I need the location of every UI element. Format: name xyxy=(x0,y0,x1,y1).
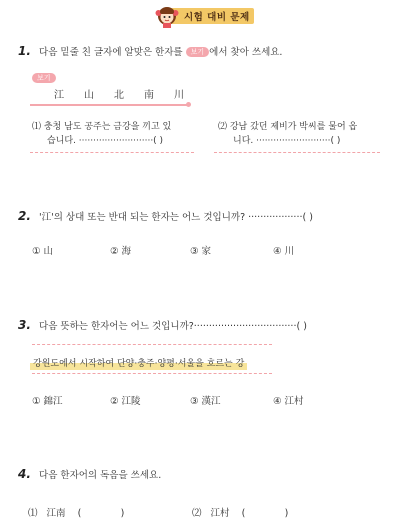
option-1[interactable]: ① 錦江 xyxy=(32,396,63,407)
example-underline xyxy=(30,104,188,106)
answer-item-2[interactable]: ⑵ 江村 ( ) xyxy=(192,508,289,519)
definition-top-line xyxy=(32,344,272,345)
question-number: 2. xyxy=(18,209,31,223)
choice-hanja: 山 xyxy=(84,90,94,101)
choice-hanja: 川 xyxy=(174,90,184,101)
question-number: 1. xyxy=(18,44,31,58)
option-1[interactable]: ① 山 xyxy=(32,246,54,257)
example-choices xyxy=(54,86,184,101)
option-2[interactable]: ② 江陵 xyxy=(110,396,141,407)
definition-bottom-line xyxy=(32,373,272,374)
sub-question-1-line2: 습니다. ··························( ) xyxy=(47,136,164,146)
definition-text: 강원도에서 시작하여 단양·충주·양평·서울을 흐르는 강 xyxy=(30,355,247,370)
sub-question-1 xyxy=(32,120,202,148)
underline-dot xyxy=(186,102,191,107)
choice-hanja: 北 xyxy=(114,90,124,101)
header-title: 시험 대비 문제 xyxy=(184,12,250,23)
option-4[interactable]: ④ 川 xyxy=(273,246,295,257)
option-4[interactable]: ④ 江村 xyxy=(273,396,304,407)
definition-box xyxy=(30,351,274,367)
question-text: '江'의 상대 또는 반대 되는 한자는 어느 것입니까? ··················( ) xyxy=(39,212,313,223)
sub-question-2-line1: ⑵ 강남 갔던 제비가 박씨를 물어 옵 xyxy=(218,122,358,132)
question-text-2: 에서 찾아 쓰세요. xyxy=(209,47,283,58)
sub-question-2-divider xyxy=(214,152,380,153)
question-text: 다음 한자어의 독음을 쓰세요. xyxy=(39,470,162,481)
example-pill: 보기 xyxy=(186,47,210,57)
question-number: 4. xyxy=(18,467,31,481)
question-3 xyxy=(18,314,307,333)
sub-question-1-line1: ⑴ 충청 남도 공주는 금강을 끼고 있 xyxy=(32,122,172,132)
option-2[interactable]: ② 海 xyxy=(110,246,132,257)
question-text: 다음 밑줄 친 글자에 알맞은 한자를 xyxy=(39,47,183,58)
option-3[interactable]: ③ 漢江 xyxy=(190,396,221,407)
sub-question-2-line2: 니다. ··························( ) xyxy=(233,136,341,146)
choice-hanja: 江 xyxy=(54,90,64,101)
girl-mascot-icon xyxy=(154,4,180,30)
option-3[interactable]: ③ 家 xyxy=(190,246,212,257)
sub-question-1-divider xyxy=(30,152,194,153)
question-number: 3. xyxy=(18,318,31,332)
sub-question-2 xyxy=(218,120,388,148)
question-text: 다음 뜻하는 한자어는 어느 것입니까?··································( ) xyxy=(39,321,307,332)
question-4 xyxy=(18,463,161,482)
question-1 xyxy=(18,40,282,59)
answer-item-1[interactable]: ⑴ 江南 ( ) xyxy=(28,508,125,519)
section-header xyxy=(148,6,260,26)
choice-hanja: 南 xyxy=(144,90,154,101)
example-box-label: 보기 xyxy=(32,73,56,83)
question-2 xyxy=(18,205,313,224)
